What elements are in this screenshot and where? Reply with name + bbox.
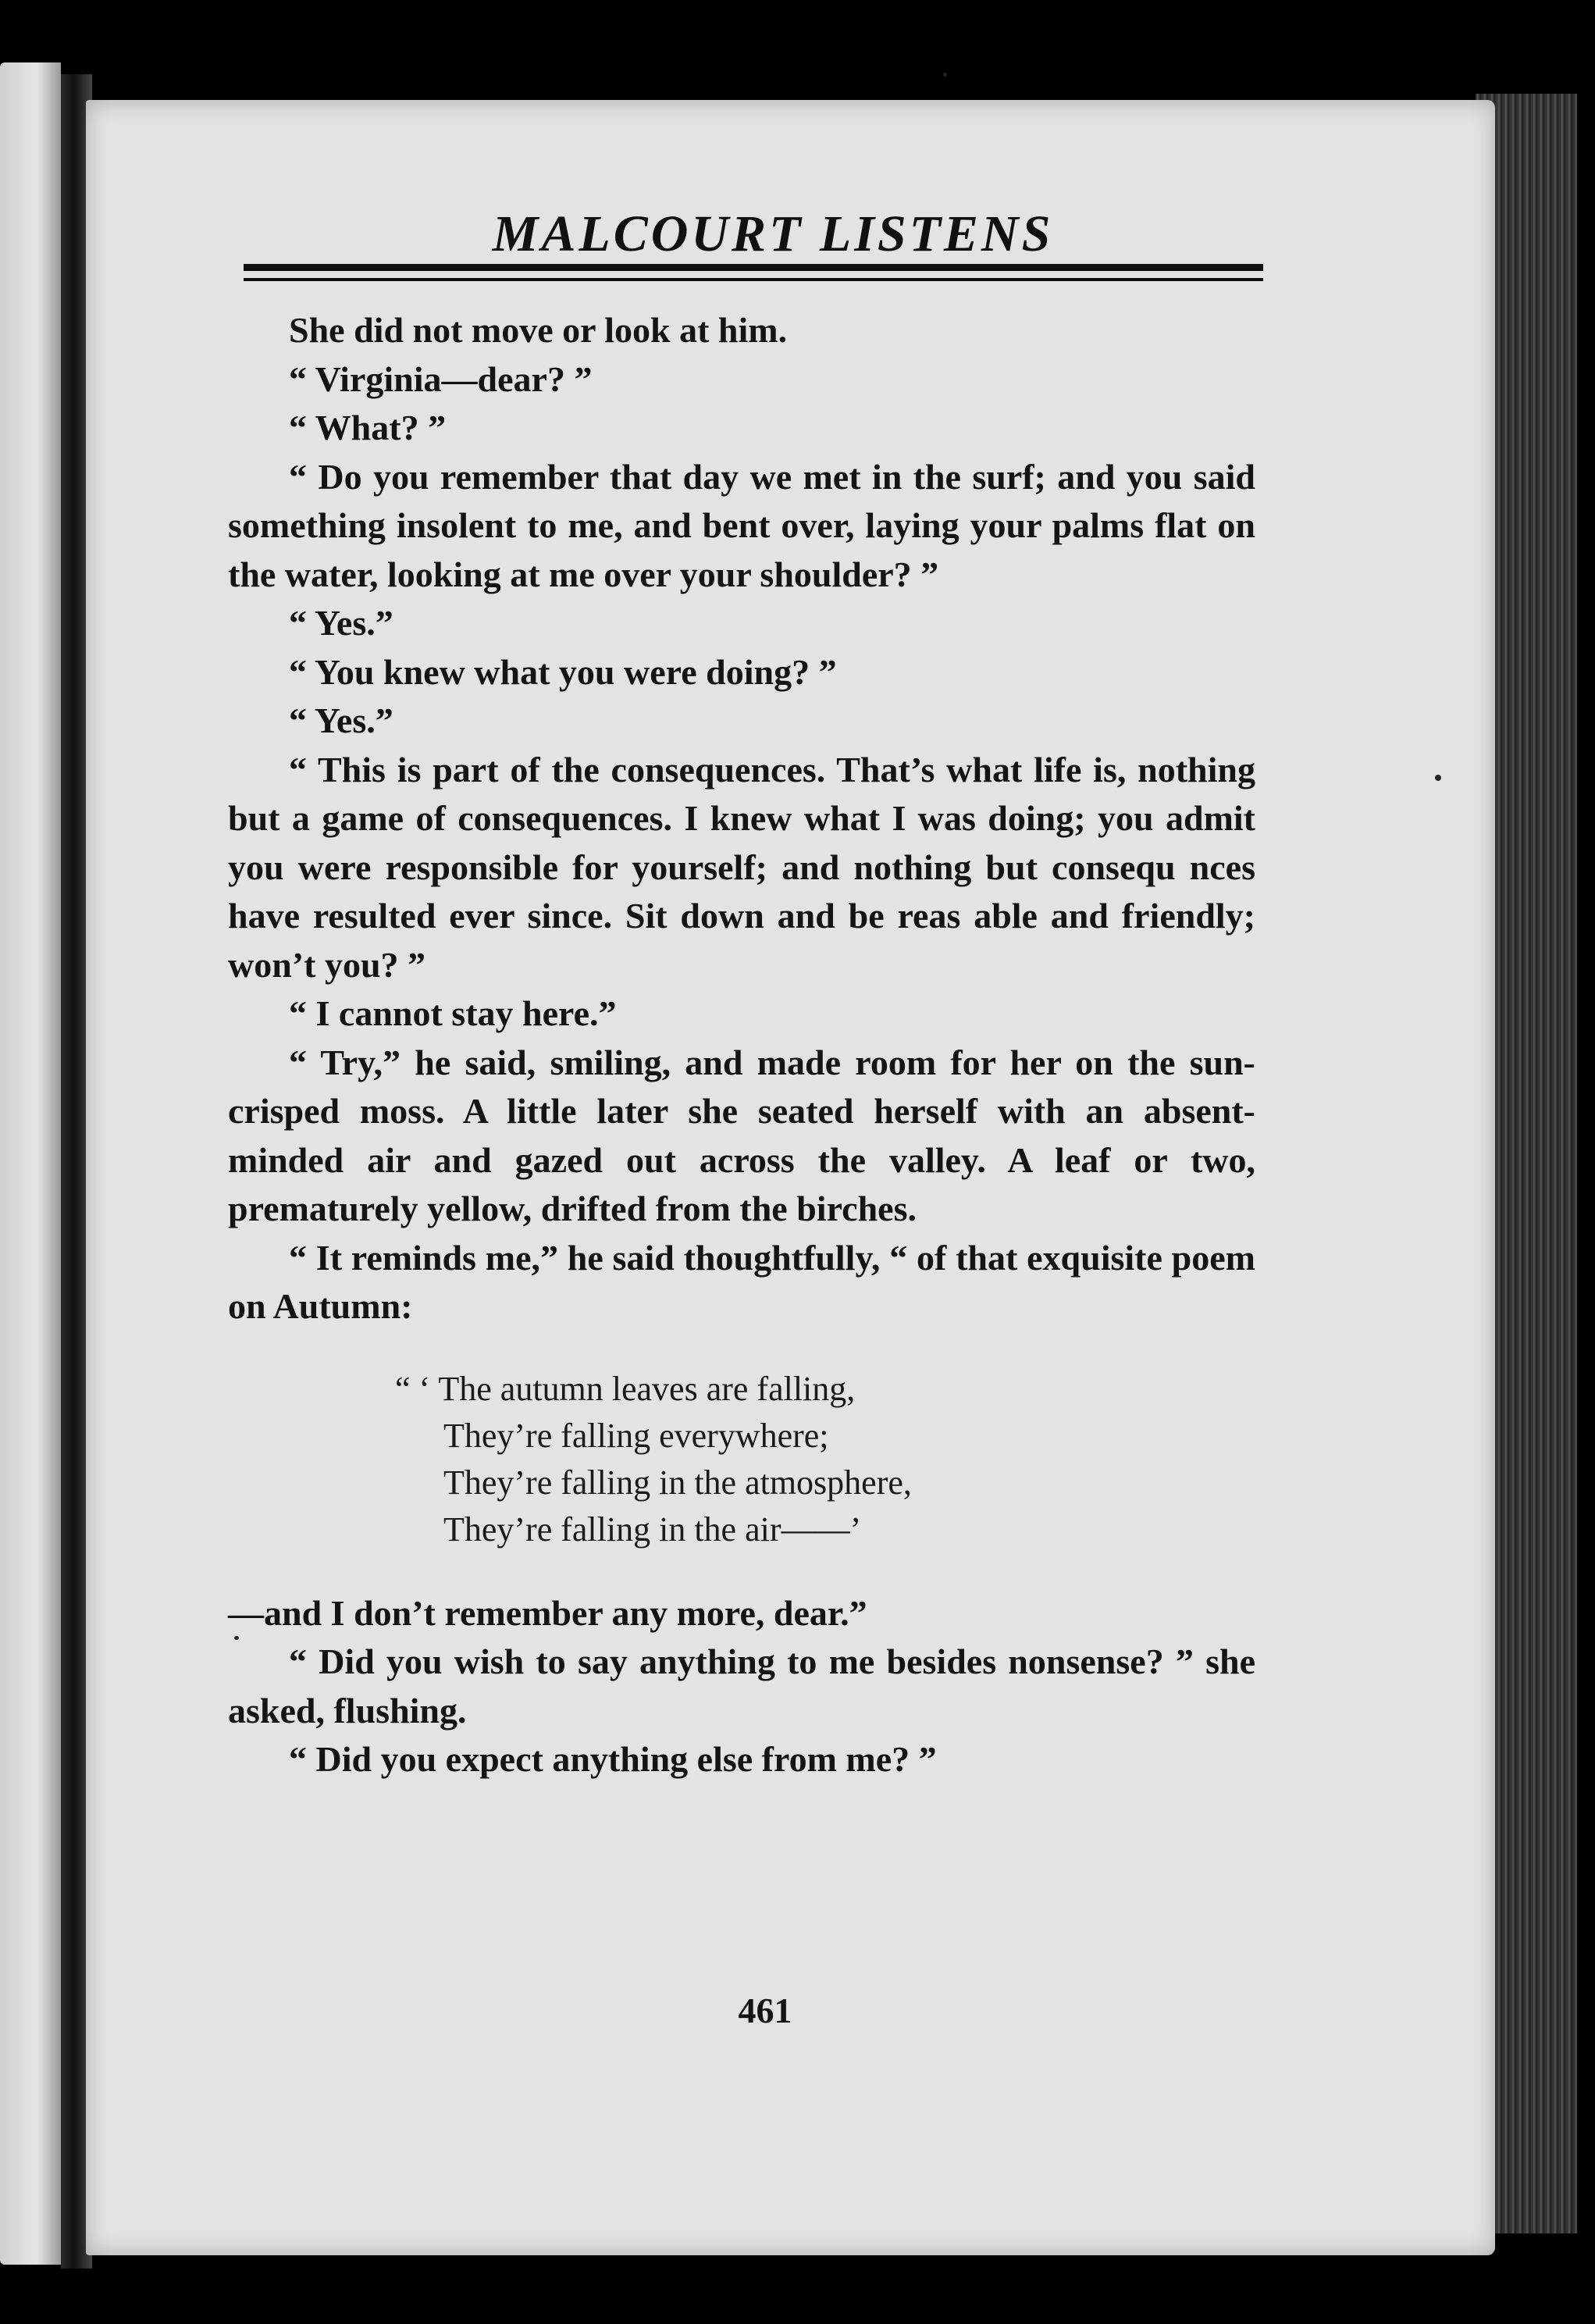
paragraph: “ It reminds me,” he said thoughtfully, “ of that exquisite poem on Autumn: <box>228 1237 1255 1326</box>
poem-line: They’re falling in the atmosphere, <box>443 1463 912 1502</box>
page-number: 461 <box>738 1991 792 2030</box>
paragraph: “ Did you expect anything else from me? ” <box>289 1739 937 1779</box>
paragraph: “ Do you remember that day we met in the surf; and you said something insolent to me, and bent over, laying your palms flat on the water, looking at me over your shoulder? ” <box>228 456 1255 594</box>
paragraph: —and I don’t remember any more, dear.” <box>228 1592 867 1633</box>
paragraph: She did not move or look at him. <box>289 310 788 350</box>
paragraph: “ What? ” <box>289 408 447 447</box>
scan-speck <box>234 1636 239 1640</box>
poem-line: “ ‘ The autumn leaves are falling, <box>395 1369 856 1408</box>
paragraph: “ You knew what you were doing? ” <box>289 651 837 692</box>
scan-speck <box>943 73 947 77</box>
header-rule-thick <box>244 264 1263 271</box>
paragraph: “ Yes.” <box>289 603 393 643</box>
paragraph: “ Virginia—dear? ” <box>289 358 593 399</box>
paragraph: “ Try,” he said, smiling, and made room for her on the sun-crisped moss. A little later she seated herself with an absent-minded air and gazed out across the valley. A leaf or two, prematurely yellow, drifted from the birches. <box>228 1042 1255 1228</box>
paragraph: “ Did you wish to say anything to me besides nonsense? ” she asked, flushing. <box>228 1641 1255 1731</box>
paragraph: “ This is part of the consequences. That’s what life is, nothing but a game of consequences. I knew what I was doing; you admit you were responsible for yourself; and nothing but consequ nces have resulted ever since. Sit down and be reas able and friendly; won’t you? ” <box>228 749 1255 985</box>
poem-line: They’re falling in the air——’ <box>443 1510 862 1549</box>
body-text <box>228 306 1255 1784</box>
running-head: MALCOURT LISTENS <box>492 205 1054 262</box>
header-rule-thin <box>244 278 1263 281</box>
poem-line: They’re falling everywhere; <box>443 1416 829 1455</box>
scan-speck <box>1435 775 1441 781</box>
paragraph: “ Yes.” <box>289 700 393 740</box>
facing-page-edge <box>0 62 61 2265</box>
poem-block <box>228 1366 1255 1553</box>
paragraph: “ I cannot stay here.” <box>289 993 617 1033</box>
